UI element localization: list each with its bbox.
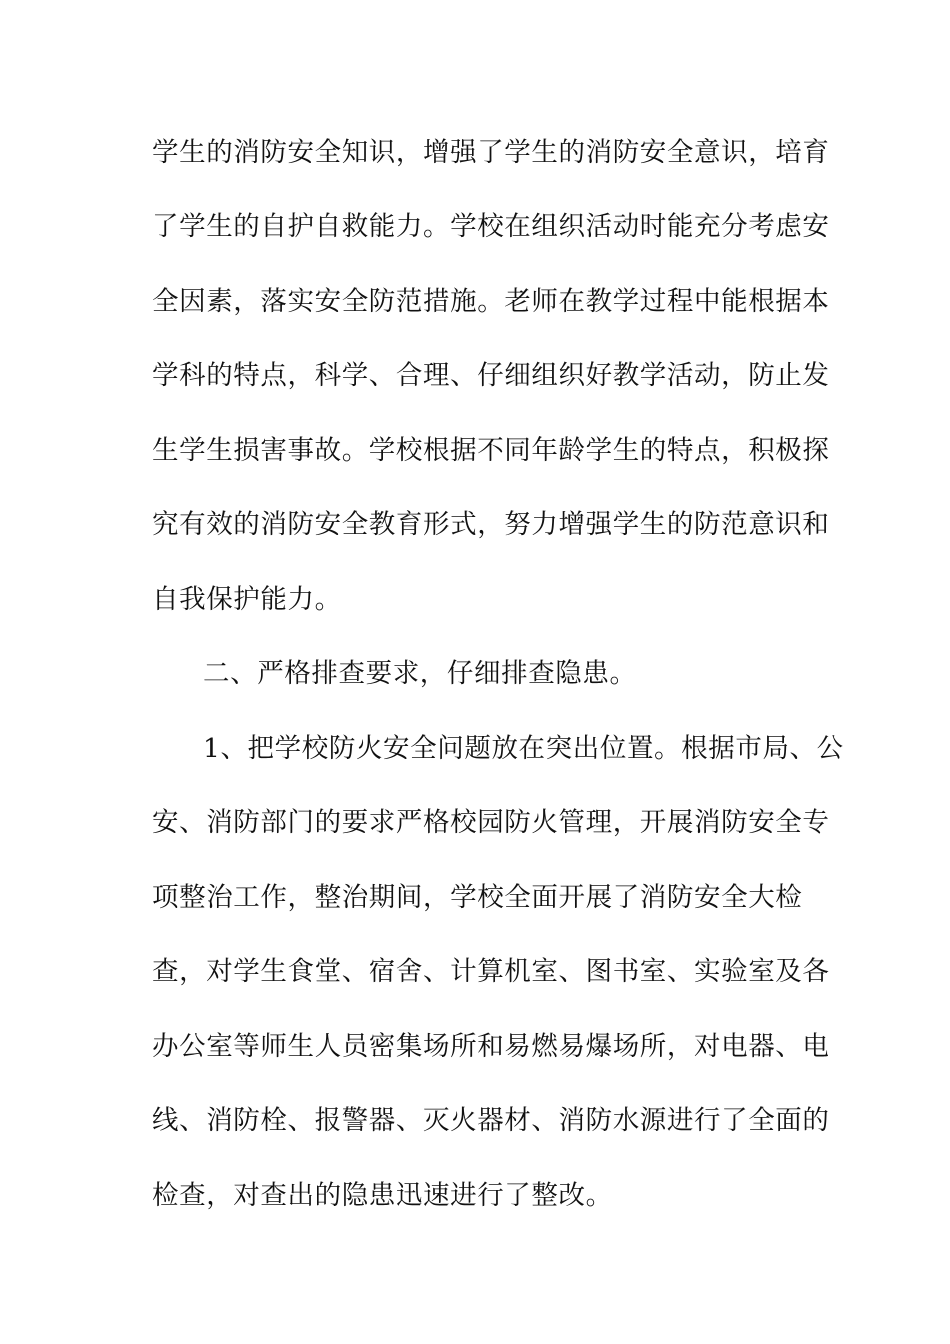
paragraph-line-7: 自我保护能力。 [152,584,342,615]
paragraph-line-1: 学生的消防安全知识，增强了学生的消防安全意识，培育 [152,137,830,168]
paragraph-line-14: 线、消防栓、报警器、灭火器材、消防水源进行了全面的 [152,1105,830,1136]
paragraph-line-5: 生学生损害事故。学校根据不同年龄学生的特点，积极探 [152,435,830,466]
paragraph-line-10: 安、消防部门的要求严格校园防火管理，开展消防安全专 [152,807,830,838]
paragraph-line-12: 查，对学生食堂、宿舍、计算机室、图书室、实验室及各 [152,956,830,987]
paragraph-line-11: 项整治工作，整治期间，学校全面开展了消防安全大检 [152,882,803,913]
paragraph-line-3: 全因素，落实安全防范措施。老师在教学过程中能根据本 [152,286,830,317]
section-heading: 二、严格排查要求，仔细排查隐患。 [203,658,637,689]
paragraph-line-6: 究有效的消防安全教育形式，努力增强学生的防范意识和 [152,509,830,540]
paragraph-line-9: 1、把学校防火安全问题放在突出位置。根据市局、公 [203,733,844,764]
paragraph-line-2: 了学生的自护自救能力。学校在组织活动时能充分考虑安 [152,211,830,242]
paragraph-line-15: 检查，对查出的隐患迅速进行了整改。 [152,1180,613,1211]
paragraph-line-13: 办公室等师生人员密集场所和易燃易爆场所，对电器、电 [152,1031,830,1062]
paragraph-line-4: 学科的特点，科学、合理、仔细组织好教学活动，防止发 [152,360,830,391]
